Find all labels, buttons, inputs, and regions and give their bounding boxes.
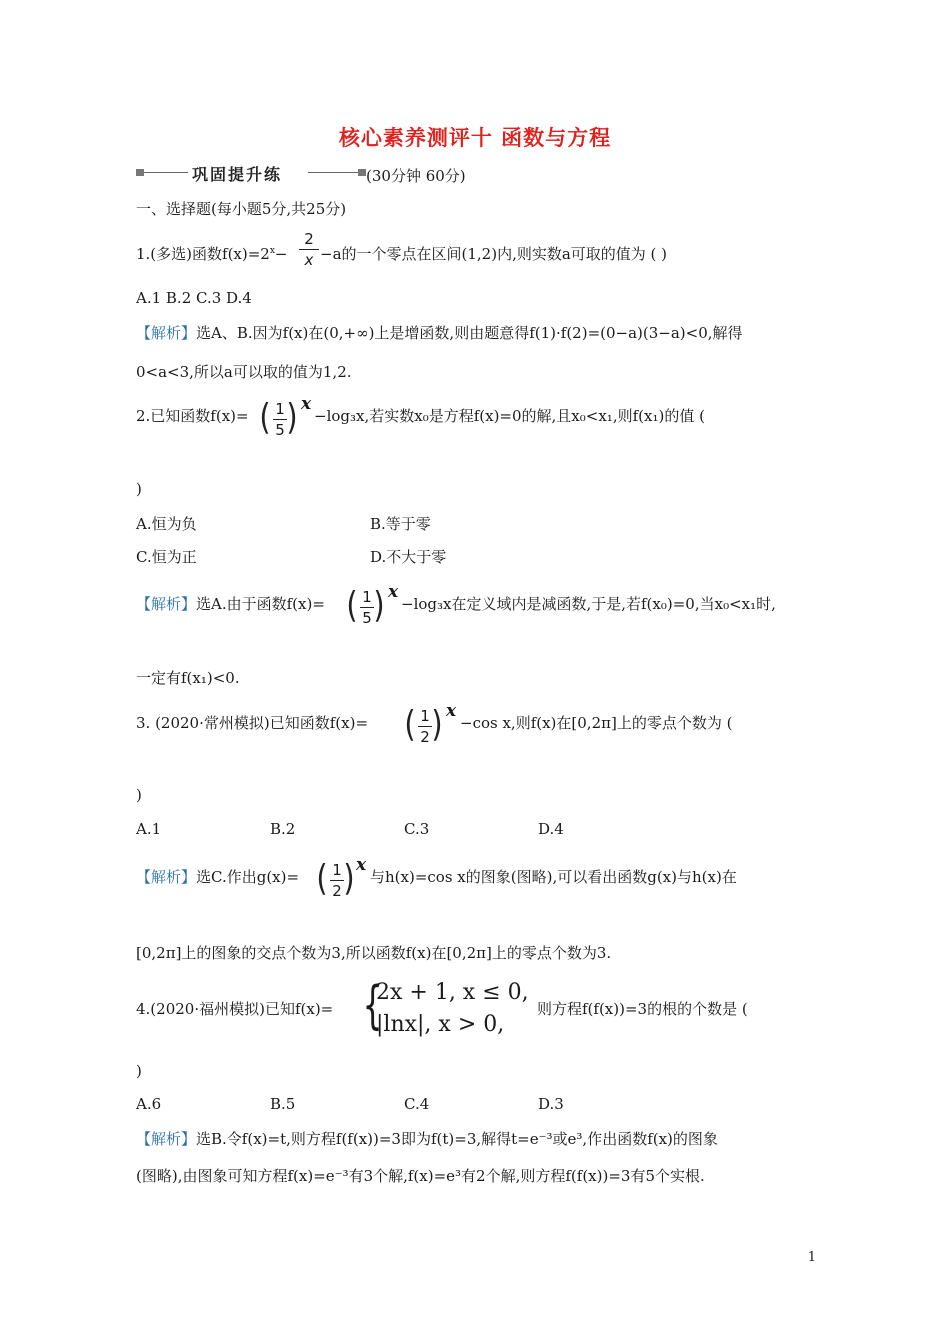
- q2-analysis-tag: 【解析】: [136, 595, 197, 613]
- q3-analysis-pre: 选C.作出g(x)=: [196, 868, 300, 886]
- q4-piece-2: |lnx|, x > 0,: [376, 1012, 505, 1037]
- banner-right-line: [308, 172, 358, 173]
- q1-frac-den: x: [304, 251, 314, 269]
- q1-analysis-line1: 选A、B.因为f(x)在(0,+∞)上是增函数,则由题意得f(1)·f(2)=(0−a)(3−a)<0,解得: [196, 324, 743, 342]
- section-heading: 一、选择题(每小题5分,共25分): [136, 200, 347, 218]
- banner-left-line: [144, 172, 188, 173]
- q3-close-paren: ): [136, 786, 142, 804]
- q3-stem-post: −cos x,则f(x)在[0,2π]上的零点个数为 (: [460, 714, 733, 732]
- q3-fraction: 1 2: [418, 707, 432, 746]
- q1-analysis-line2: 0<a<3,所以a可以取的值为1,2.: [136, 363, 352, 381]
- q1-stem-post: −a的一个零点在区间(1,2)内,则实数a可取的值为 ( ): [320, 245, 668, 263]
- q1-stem-pre: 1.(多选)函数f(x)=2: [136, 245, 270, 263]
- q1-exponent: x: [269, 246, 275, 256]
- q1-minus: −: [274, 245, 288, 263]
- q2-option-a: A.恒为负: [136, 515, 197, 533]
- q4-brace: {: [362, 976, 383, 1036]
- banner-right-marker: [358, 169, 366, 176]
- q3-option-d: D.4: [538, 820, 564, 838]
- q1-frac-num: 2: [304, 230, 314, 248]
- q2-fraction: 1 5: [273, 400, 287, 439]
- page-title: 核心素养测评十 函数与方程: [338, 125, 612, 150]
- q4-analysis-line2: (图略),由图象可知方程f(x)=e⁻³有3个解,f(x)=e³有2个解,则方程f(f(x))=3有5个实根.: [136, 1167, 705, 1185]
- q2-option-c: C.恒为正: [136, 548, 197, 566]
- q3-analysis-post: 与h(x)=cos x的图象(图略),可以看出函数g(x)与h(x)在: [370, 868, 737, 886]
- page-number: 1: [807, 1250, 816, 1265]
- q2-analysis-fraction: 1 5: [360, 588, 374, 627]
- q4-stem-post: 则方程f(f(x))=3的根的个数是 (: [537, 1000, 748, 1018]
- q2-option-b: B.等于零: [370, 515, 431, 533]
- q4-piece-1: 2x + 1, x ≤ 0,: [376, 980, 529, 1005]
- q3-stem-pre: 3. (2020·常州模拟)已知函数f(x)=: [136, 714, 369, 732]
- section-banner: [136, 162, 386, 184]
- q4-option-b: B.5: [270, 1095, 296, 1113]
- q3-option-b: B.2: [270, 820, 296, 838]
- q2-option-d: D.不大于零: [370, 548, 447, 566]
- q4-option-a: A.6: [136, 1095, 162, 1113]
- banner-label: 巩固提升练: [192, 165, 283, 184]
- time-score: (30分钟 60分): [366, 167, 466, 185]
- q3-exponent: x: [446, 701, 457, 721]
- q1-options: A.1 B.2 C.3 D.4: [136, 289, 252, 307]
- q2-analysis-pre: 选A.由于函数f(x)=: [196, 595, 325, 613]
- q2-analysis-post: −log₃x在定义域内是减函数,于是,若f(x₀)=0,当x₀<x₁时,: [401, 595, 776, 613]
- q2-analysis-line2: 一定有f(x₁)<0.: [136, 669, 240, 687]
- q2-stem-pre: 2.已知函数f(x)=: [136, 407, 249, 425]
- q2-stem-post: −log₃x,若实数x₀是方程f(x)=0的解,且x₀<x₁,则f(x₁)的值 (: [314, 407, 705, 425]
- banner-left-marker: [136, 169, 144, 176]
- q4-analysis-tag: 【解析】: [136, 1130, 197, 1148]
- q3-option-a: A.1: [136, 820, 162, 838]
- q4-option-d: D.3: [538, 1095, 564, 1113]
- q2-exponent: x: [301, 394, 312, 414]
- q2-close-paren: ): [136, 480, 142, 498]
- q3-analysis-line2: [0,2π]上的图象的交点个数为3,所以函数f(x)在[0,2π]上的零点个数为3.: [136, 944, 612, 962]
- q1-fraction: [299, 230, 319, 269]
- q3-analysis-tag: 【解析】: [136, 868, 197, 886]
- q3-option-c: C.3: [404, 820, 430, 838]
- q4-option-c: C.4: [404, 1095, 430, 1113]
- q4-close-paren: ): [136, 1062, 142, 1080]
- q4-stem-pre: 4.(2020·福州模拟)已知f(x)=: [136, 1000, 334, 1018]
- q4-analysis-line1: 选B.令f(x)=t,则方程f(f(x))=3即为f(t)=3,解得t=e⁻³或e³,作出函数f(x)的图象: [196, 1130, 718, 1148]
- q1-analysis-tag: 【解析】: [136, 324, 197, 342]
- q3-analysis-fraction: 1 2: [330, 861, 344, 900]
